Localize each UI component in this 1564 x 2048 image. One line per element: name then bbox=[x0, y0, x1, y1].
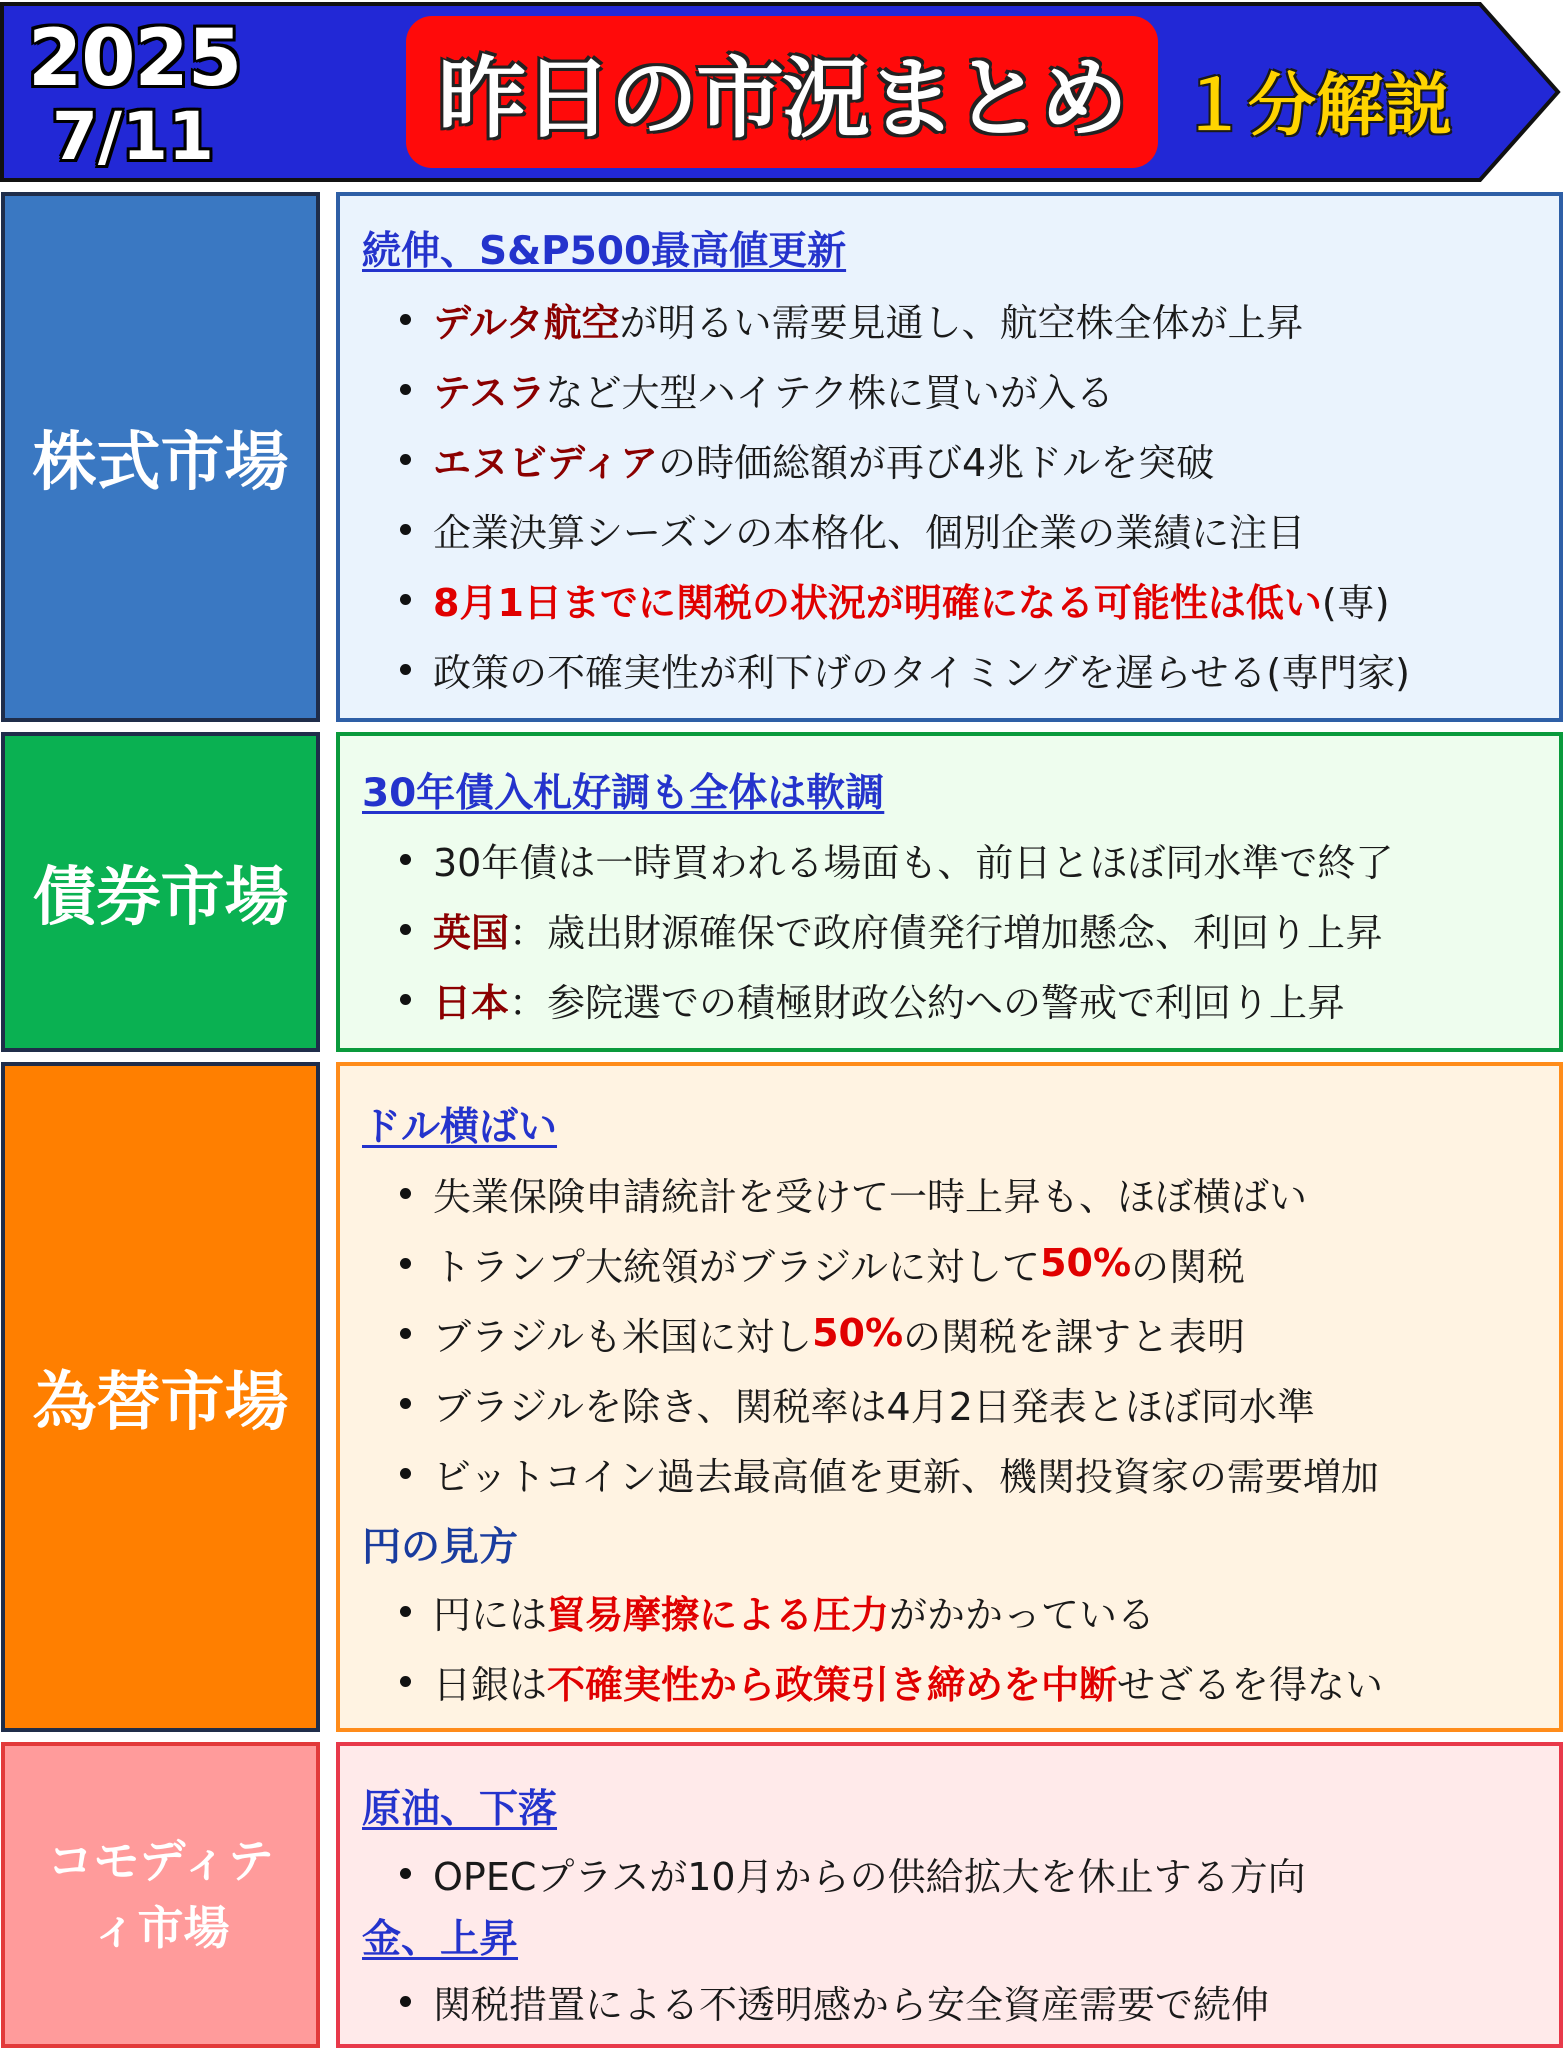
emphasis-text: テスラ bbox=[433, 370, 546, 415]
list-item bbox=[400, 1370, 1315, 1436]
title-badge bbox=[406, 16, 1158, 168]
bullet-dot-icon bbox=[400, 1868, 411, 1879]
list-item bbox=[400, 1300, 1245, 1366]
list-item bbox=[400, 286, 1304, 352]
bullet-dot-icon bbox=[400, 454, 411, 465]
list-item bbox=[400, 636, 1410, 702]
section-label-bond bbox=[1, 732, 320, 1052]
bullet-dot-icon bbox=[400, 594, 411, 605]
item-text: ：歳出財源確保で政府債発行増加懸念、利回り上昇 bbox=[509, 910, 1384, 955]
section-content-fx bbox=[336, 1062, 1563, 1732]
section-heading: 続伸、S&P500最高値更新 bbox=[362, 229, 847, 274]
emphasis-text: 50% bbox=[812, 1311, 904, 1355]
bullet-dot-icon bbox=[400, 1398, 411, 1409]
bullet-dot-icon bbox=[400, 314, 411, 325]
item-text: せざるを得ない bbox=[1117, 1662, 1384, 1707]
section-content-stock bbox=[336, 192, 1563, 722]
item-text: OPECプラスが10月からの供給拡大を休止する方向 bbox=[433, 1854, 1306, 1899]
emphasis-text: 8月1日までに関税の状況が明確になる可能性は低い bbox=[433, 580, 1322, 625]
section-heading: 30年債入札好調も全体は軟調 bbox=[362, 771, 885, 816]
item-text: 30年債は一時買われる場面も、前日とほぼ同水準で終了 bbox=[433, 840, 1394, 885]
bullet-dot-icon bbox=[400, 664, 411, 675]
list-item bbox=[400, 1230, 1245, 1296]
section-label-fx bbox=[1, 1062, 320, 1732]
list-item bbox=[400, 896, 1383, 962]
item-text: 企業決算シーズンの本格化、個別企業の業績に注目 bbox=[433, 510, 1306, 555]
emphasis-text: 日本 bbox=[433, 980, 510, 1025]
date-month-day: 7/11 bbox=[52, 98, 214, 175]
section-label-text: 債券市場 bbox=[32, 861, 289, 935]
section-label-text: 為替市場 bbox=[32, 1366, 289, 1440]
section-content-bond bbox=[336, 732, 1563, 1052]
item-text: ブラジルも米国に対し bbox=[433, 1314, 813, 1359]
emphasis-text: デルタ航空 bbox=[433, 300, 620, 345]
bullet-dot-icon bbox=[400, 1996, 411, 2007]
item-text: 失業保険申請統計を受けて一時上昇も、ほぼ横ばい bbox=[433, 1174, 1308, 1219]
list-item bbox=[400, 566, 1390, 632]
bullet-dot-icon bbox=[400, 854, 411, 865]
page-subtitle: １分解説 bbox=[1180, 67, 1453, 146]
bullet-dot-icon bbox=[400, 924, 411, 935]
bullet-dot-icon bbox=[400, 1676, 411, 1687]
section-label-text: コモディテ bbox=[47, 1834, 274, 1889]
bullet-dot-icon bbox=[400, 1328, 411, 1339]
item-text: がかかっている bbox=[889, 1592, 1156, 1637]
item-text: ビットコイン過去最高値を更新、機関投資家の需要増加 bbox=[433, 1454, 1379, 1499]
emphasis-text: エヌビディア bbox=[433, 440, 658, 485]
section-heading-oil: 原油、下落 bbox=[362, 1787, 558, 1832]
list-item bbox=[400, 426, 1214, 492]
bullet-dot-icon bbox=[400, 1188, 411, 1199]
item-text: が明るい需要見通し、航空株全体が上昇 bbox=[619, 300, 1304, 345]
list-item bbox=[400, 496, 1305, 562]
list-item bbox=[400, 826, 1393, 892]
list-item bbox=[400, 1578, 1155, 1644]
item-text: の関税 bbox=[1131, 1244, 1246, 1289]
section-label-commodity bbox=[1, 1742, 320, 2048]
bullet-dot-icon bbox=[400, 994, 411, 1005]
bullet-dot-icon bbox=[400, 1468, 411, 1479]
header-banner bbox=[0, 0, 1564, 184]
section-label-text: 株式市場 bbox=[32, 426, 289, 500]
section-content-commodity bbox=[336, 1742, 1563, 2048]
list-item bbox=[400, 966, 1345, 1032]
date-year: 2025 bbox=[28, 14, 242, 104]
section-label-stock bbox=[1, 192, 320, 722]
list-item bbox=[400, 356, 1114, 422]
list-item bbox=[400, 1440, 1379, 1506]
item-text: など大型ハイテク株に買いが入る bbox=[545, 370, 1114, 415]
item-text: トランプ大統領がブラジルに対して bbox=[433, 1244, 1041, 1289]
bullet-dot-icon bbox=[400, 1258, 411, 1269]
list-item bbox=[400, 1840, 1306, 1906]
emphasis-text: 英国 bbox=[433, 910, 510, 955]
item-text: の関税を課すと表明 bbox=[903, 1314, 1246, 1359]
list-item bbox=[400, 1160, 1307, 1226]
bullet-dot-icon bbox=[400, 524, 411, 535]
section-heading: ドル横ばい bbox=[362, 1105, 558, 1150]
emphasis-text: 50% bbox=[1040, 1241, 1132, 1285]
item-text: ブラジルを除き、関税率は4月2日発表とほぼ同水準 bbox=[433, 1384, 1315, 1429]
item-text: 政策の不確実性が利下げのタイミングを遅らせる(専門家) bbox=[433, 650, 1410, 695]
section-subheading: 円の見方 bbox=[362, 1525, 519, 1570]
item-text: (専) bbox=[1321, 580, 1390, 625]
section-label-wrap bbox=[47, 1828, 273, 1961]
bullet-dot-icon bbox=[400, 1606, 411, 1617]
emphasis-text: 不確実性から政策引き締めを中断 bbox=[547, 1662, 1118, 1707]
emphasis-text: 貿易摩擦による圧力 bbox=[547, 1592, 890, 1637]
page-title: 昨日の市況まとめ bbox=[437, 47, 1126, 150]
section-heading-gold: 金、上昇 bbox=[362, 1917, 519, 1962]
list-item bbox=[400, 1968, 1269, 2034]
item-text: 日銀は bbox=[433, 1662, 548, 1707]
item-text: の時価総額が再び4兆ドルを突破 bbox=[657, 440, 1215, 485]
section-label-text: ィ市場 bbox=[91, 1901, 230, 1955]
item-text: 関税措置による不透明感から安全資産需要で続伸 bbox=[433, 1982, 1270, 2027]
item-text: 円には bbox=[433, 1592, 548, 1637]
item-text: ：参院選での積極財政公約への警戒で利回り上昇 bbox=[509, 980, 1346, 1025]
list-item bbox=[400, 1648, 1383, 1714]
bullet-dot-icon bbox=[400, 384, 411, 395]
